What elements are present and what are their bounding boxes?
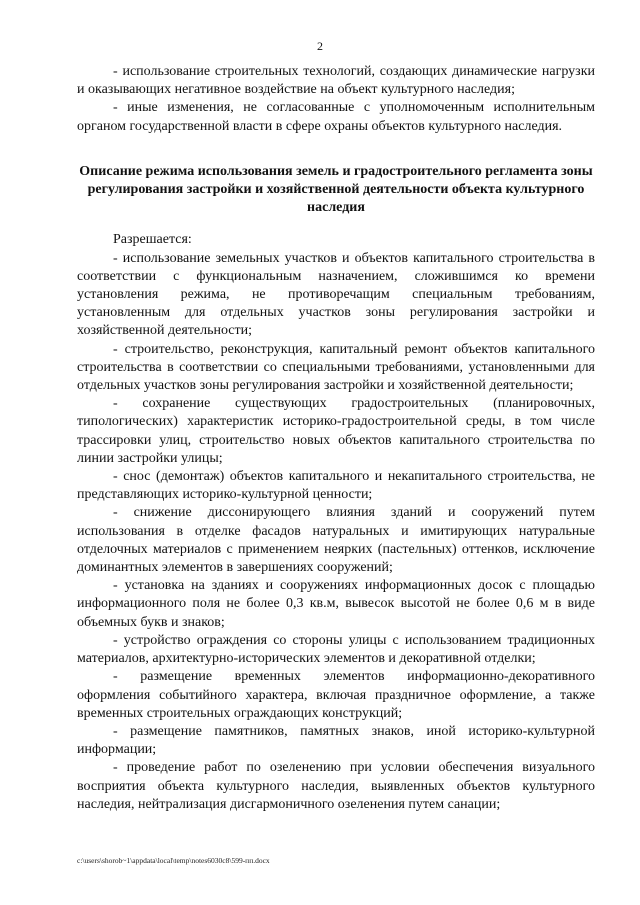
list-item: - использование строительных технологий, создающих динамические нагрузки и оказывающих негативное воздействие на объект культурного наследия; xyxy=(77,64,595,98)
list-item: - иные изменения, не согласованные с уполномоченным исполнительным органом государственной власти в сфере охраны объектов культурного наследия. xyxy=(77,100,595,134)
list-item: - использование земельных участков и объектов капитального строительства в соответствии с функциональным назначением, сложившимся ко времени установления режима, не противоречащим специальным требованиям, установленным для отдельных участков зоны регулирования застройки и хозяйственной деятельности; xyxy=(77,250,595,339)
list-item: - снижение диссонирующего влияния зданий и сооружений путем использования в отделке фасадов натуральных и имитирующих натуральные отделочных материалов с применением неярких (пастельных) оттенков, исключение доминантных элементов в завершениях сооружений; xyxy=(77,505,595,576)
list-item: - строительство, реконструкция, капитальный ремонт объектов капитального строительства в соответствии со специальными требованиями, установленными для отдельных участков зоны регулирования застройки и хозяйственной деятельности; xyxy=(77,341,595,394)
list-item: - проведение работ по озеленению при условии обеспечения визуального восприятия объекта культурного наследия, выявленных объектов культурного наследия, нейтрализация дисгармоничного озеленения путем санации; xyxy=(77,760,595,812)
page-number: 2 xyxy=(317,39,323,53)
allowed-label: Разрешается: xyxy=(113,232,192,248)
list-item: - размещение памятников, памятных знаков, иной историко-культурной информации; xyxy=(77,723,595,758)
document-body xyxy=(77,63,595,814)
footer-file-path: c:\users\shorob~1\appdata\local\temp\notes6030c8\599-пп.docx xyxy=(77,856,270,865)
section-heading: Описание режима использования земель и градостроительного регламента зоны регулирования застройки и хозяйственной деятельности объекта культурного наследия xyxy=(79,163,593,216)
list-item: - снос (демонтаж) объектов капитального и некапитального строительства, не представляющих историко-культурной ценности; xyxy=(77,469,595,503)
list-item: - размещение временных элементов информационно-декоративного оформления событийного характера, включая праздничное оформление, а также временных строительных ограждающих конструкций; xyxy=(77,669,595,721)
list-item: - сохранение существующих градостроительных (планировочных, типологических) характеристик историко-градостроительной среды, в том числе трассировки улиц, строительство новых объектов капитального строительства по линии застройки улицы; xyxy=(77,396,595,466)
list-item: - установка на зданиях и сооружениях информационных досок с площадью информационного поля не более 0,3 кв.м, вывесок высотой не более 0,6 м в виде объемных букв и знаков; xyxy=(77,578,595,630)
list-item: - устройство ограждения со стороны улицы с использованием традиционных материалов, архитектурно-исторических элементов и декоративной отделки; xyxy=(77,632,595,667)
